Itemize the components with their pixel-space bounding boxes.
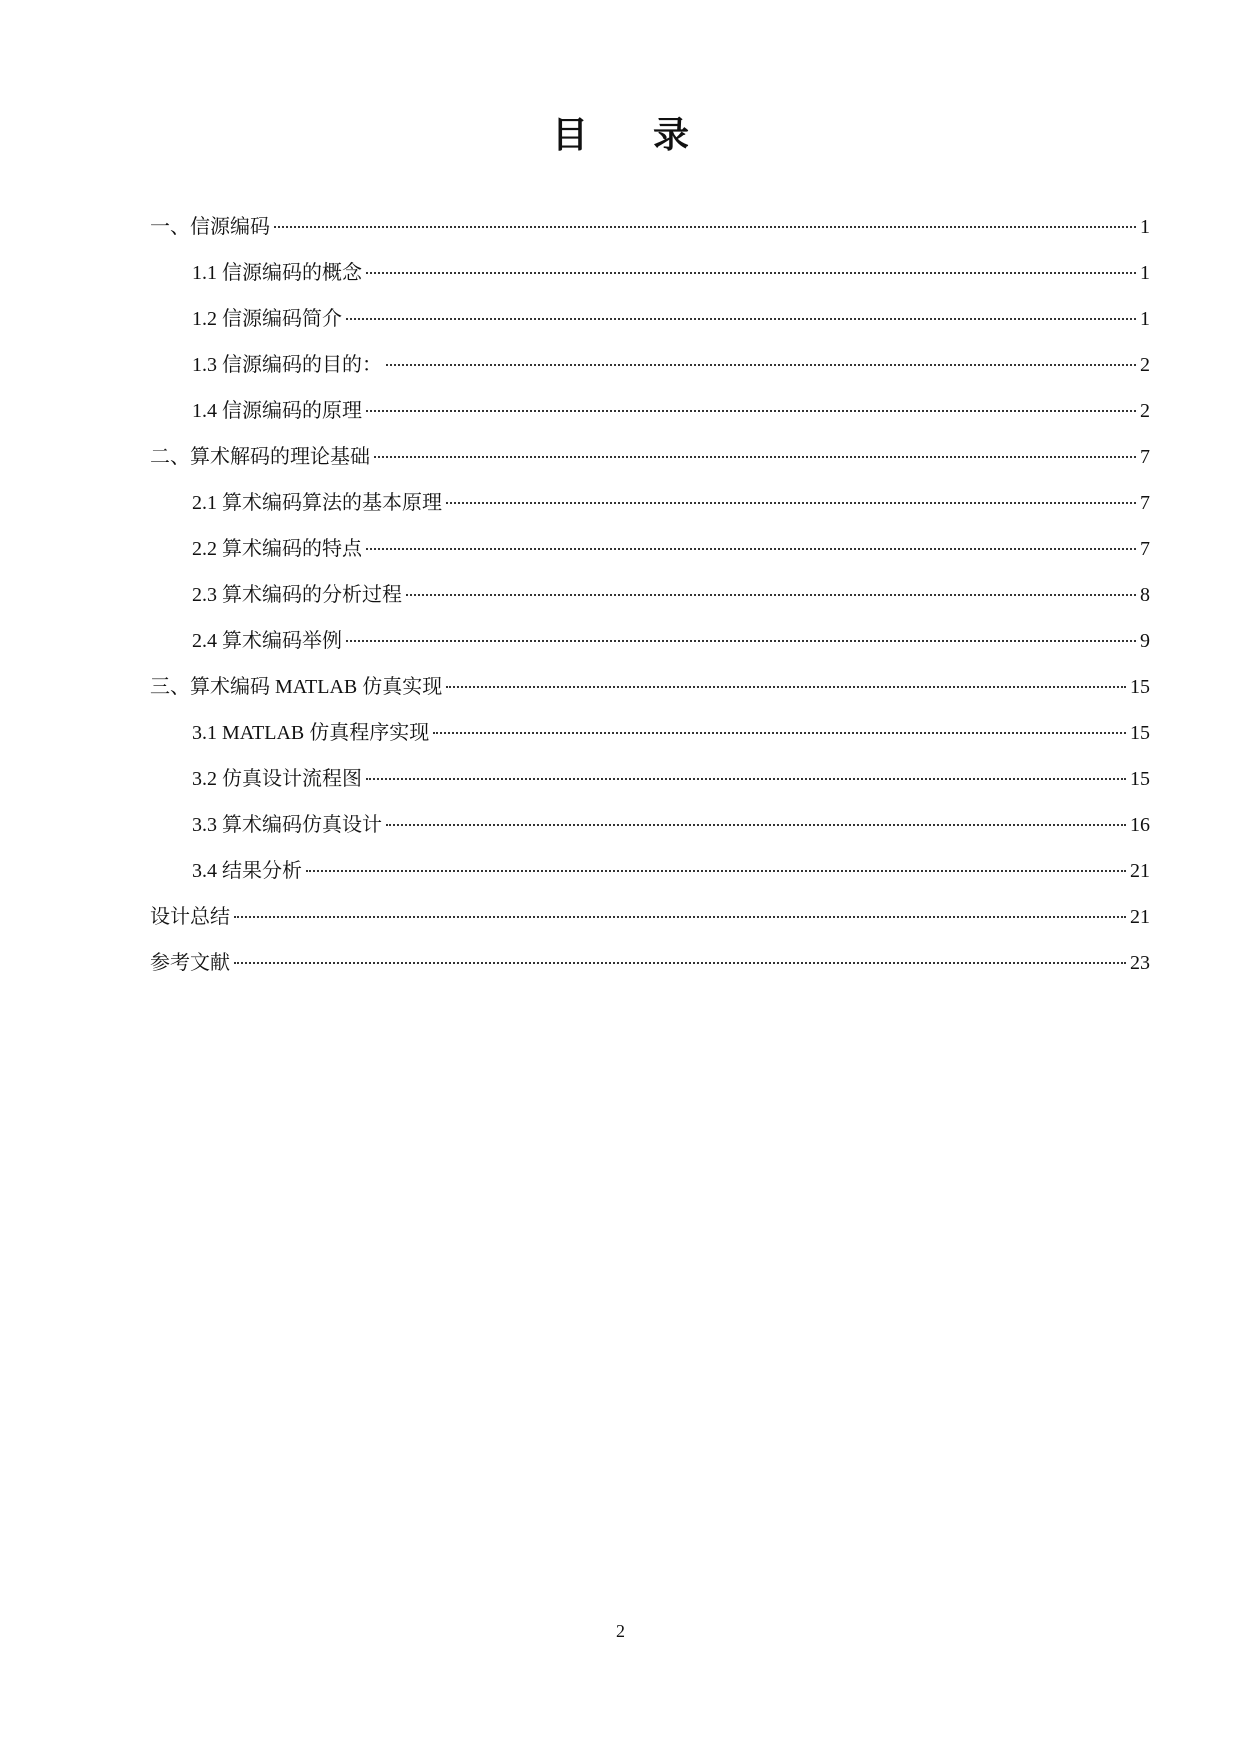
dot-leader [346,318,1136,320]
dot-leader [346,640,1136,642]
toc-entry-page: 15 [1130,722,1150,744]
dot-leader [386,824,1126,826]
toc-entry-page: 7 [1140,492,1150,514]
toc-entry-page: 1 [1140,308,1150,330]
toc-entry-text: 参考文献 [150,952,230,974]
toc-entry-page: 15 [1130,768,1150,790]
toc-entry-text: 2.2 算术编码的特点 [192,538,362,560]
toc-entry-page: 9 [1140,630,1150,652]
toc-entry[interactable] [150,720,1150,766]
toc-entry-text: 3.3 算术编码仿真设计 [192,814,382,836]
toc-entry-page: 21 [1130,860,1150,882]
toc-entry-text: 3.2 仿真设计流程图 [192,768,362,790]
toc-entry-text: 3.4 结果分析 [192,860,302,882]
toc-entry[interactable] [150,812,1150,858]
toc-entry[interactable] [150,260,1150,306]
dot-leader [234,962,1126,964]
dot-leader [406,594,1136,596]
toc-entry-text: 1.4 信源编码的原理 [192,400,362,422]
toc-entry-text: 设计总结 [150,906,230,928]
toc-entry[interactable] [150,628,1150,674]
toc-entry-page: 1 [1140,216,1150,238]
toc-entry-text: 2.1 算术编码算法的基本原理 [192,492,442,514]
toc-entry[interactable] [150,444,1150,490]
toc-entry-text: 3.1 MATLAB 仿真程序实现 [192,722,430,744]
dot-leader [366,410,1136,412]
toc-entry-text: 三、算术编码 MATLAB 仿真实现 [150,676,443,698]
toc-entry[interactable] [150,490,1150,536]
toc-entry[interactable] [150,536,1150,582]
toc-entry-page: 15 [1130,676,1150,698]
toc-entry-text: 2.4 算术编码举例 [192,630,342,652]
toc-entry-page: 2 [1140,354,1150,376]
dot-leader [446,686,1126,688]
dot-leader [366,272,1136,274]
toc-entry-text: 1.1 信源编码的概念 [192,262,362,284]
dot-leader [366,548,1136,550]
toc-entry-page: 1 [1140,262,1150,284]
toc-entry[interactable] [150,306,1150,352]
dot-leader [446,502,1136,504]
toc-entry[interactable] [150,582,1150,628]
toc-entry-text: 二、算术解码的理论基础 [150,446,370,468]
dot-leader [274,226,1136,228]
toc-entry-text: 1.2 信源编码简介 [192,308,342,330]
toc-entry-text: 一、信源编码 [150,216,270,238]
toc-entry-page: 2 [1140,400,1150,422]
toc-entry[interactable] [150,214,1150,260]
dot-leader [366,778,1126,780]
toc-entry-page: 23 [1130,952,1150,974]
dot-leader [374,456,1136,458]
toc-list [150,214,1150,996]
toc-title: 目 录 [551,115,717,155]
toc-entry-text: 2.3 算术编码的分析过程 [192,584,402,606]
toc-entry-text: 1.3 信源编码的目的： [192,354,382,376]
dot-leader [306,870,1126,872]
toc-entry[interactable] [150,674,1150,720]
toc-entry-page: 21 [1130,906,1150,928]
toc-entry-page: 7 [1140,538,1150,560]
toc-entry[interactable] [150,766,1150,812]
toc-entry-page: 16 [1130,814,1150,836]
toc-entry-page: 7 [1140,446,1150,468]
toc-entry-page: 8 [1140,584,1150,606]
page-number: 2 [616,1621,625,1641]
toc-entry[interactable] [150,904,1150,950]
dot-leader [234,916,1126,918]
toc-entry[interactable] [150,950,1150,996]
toc-entry[interactable] [150,858,1150,904]
dot-leader [386,364,1136,366]
dot-leader [433,732,1126,734]
toc-entry[interactable] [150,352,1150,398]
toc-entry[interactable] [150,398,1150,444]
